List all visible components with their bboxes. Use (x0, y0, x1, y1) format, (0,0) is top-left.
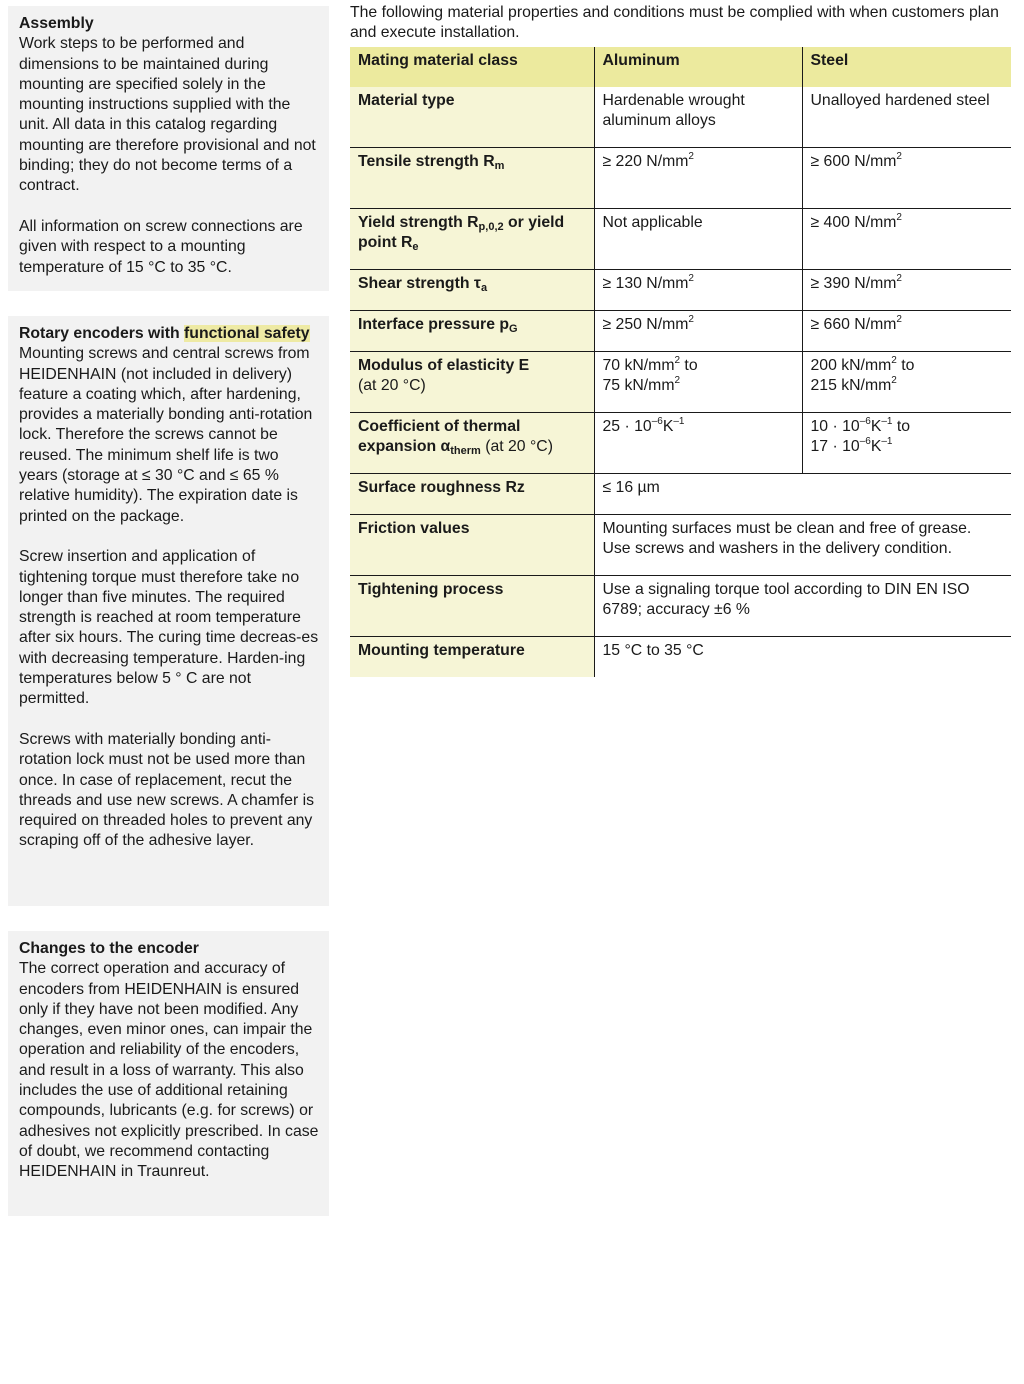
thermal-label-a: Coefficient of thermal (358, 418, 521, 435)
assembly-paragraph: Work steps to be performed and dimensions to be maintained during mounting are specified solely in the mounting instructions supplied with the unit. All data in this catalog regarding mounting are therefore provisional and not binding; they do not become terms of a contract. (19, 35, 316, 195)
thermal-steel-line1: 10 · 10 (810, 418, 860, 435)
table-row (350, 474, 1011, 515)
modulus-aluminum-line2-sup: 2 (674, 375, 681, 387)
table-row (350, 352, 1011, 413)
yield-aluminum: Not applicable (594, 209, 802, 270)
interface-label-text: Interface pressure p (358, 316, 510, 333)
shear-steel (802, 270, 1011, 311)
mounting-temperature-value: 15 °C to 35 °C (594, 637, 1011, 678)
yield-steel-value: ≥ 400 N/mm (810, 214, 897, 231)
tensile-aluminum-sup: 2 (688, 151, 694, 162)
table-row (350, 148, 1011, 209)
header-mating-material-class: Mating material class (350, 47, 594, 87)
header-steel: Steel (802, 47, 1011, 87)
modulus-steel-line2-sup: 2 (891, 375, 897, 387)
thermal-steel (802, 413, 1011, 474)
thermal-aluminum-exp: –6 (651, 416, 663, 427)
intro-text: The following material properties and conditions must be complied with when customers plan and execute installation. (350, 4, 999, 42)
thermal-aluminum-value: 25 · 10 (602, 418, 652, 435)
table-row (350, 576, 1011, 637)
shear-label-text: Shear strength (358, 275, 474, 292)
modulus-steel-line2: 215 kN/mm (810, 377, 892, 395)
table-row (350, 311, 1011, 352)
interface-aluminum-sup: 2 (688, 314, 694, 325)
assembly-box (8, 6, 329, 291)
yield-label-b: or yield point R (358, 214, 565, 252)
functional-safety-box (8, 316, 329, 906)
friction-label: Friction values (350, 515, 594, 576)
thermal-aluminum (594, 413, 802, 474)
tensile-aluminum (594, 148, 802, 209)
yield-steel-sup: 2 (896, 212, 902, 223)
mounting-temperature-label: Mounting temperature (350, 637, 594, 678)
header-aluminum: Aluminum (594, 47, 802, 87)
interface-aluminum (594, 311, 802, 352)
modulus-steel-line1-sup: 2 (891, 355, 897, 366)
thermal-steel-line2: 17 · 10 (810, 438, 860, 456)
shear-steel-sup: 2 (896, 273, 902, 284)
yield-label-a: Yield strength R (358, 214, 479, 231)
tensile-label-text: Tensile strength R (358, 153, 495, 170)
tensile-label (350, 148, 594, 209)
thermal-note: (at 20 °C) (480, 438, 553, 456)
functional-safety-title (19, 324, 321, 344)
tensile-steel (802, 148, 1011, 209)
modulus-aluminum-line1: 70 kN/mm (602, 357, 675, 374)
interface-aluminum-value: ≥ 250 N/mm (602, 316, 689, 333)
changes-title: Changes to the encoder (19, 940, 199, 957)
modulus-steel-line1-tail: to (896, 357, 915, 374)
roughness-label: Surface roughness Rz (350, 474, 594, 515)
functional-safety-title-prefix: Rotary encoders with (19, 325, 185, 342)
tensile-aluminum-value: ≥ 220 N/mm (602, 153, 689, 170)
functional-safety-paragraph: Screw insertion and application of tightening torque must therefore take no longer than five minutes. The required strength is reached at room temperature after six hours. The curing time decreas-es with decreasing temperature. Harden-ing temperatures below 5 ° C are not permitted. (19, 548, 319, 708)
thermal-steel-line1-tail: to (892, 418, 911, 435)
modulus-note: (at 20 °C) (358, 377, 426, 395)
shear-symbol: τ (473, 275, 481, 292)
material-type-label: Material type (350, 87, 594, 148)
interface-steel-value: ≥ 660 N/mm (810, 316, 897, 333)
roughness-value: ≤ 16 µm (594, 474, 1011, 515)
shear-aluminum-value: ≥ 130 N/mm (602, 275, 689, 292)
shear-sub: a (480, 282, 488, 294)
modulus-label (350, 352, 594, 413)
modulus-label-text: Modulus of elasticity E (358, 357, 530, 374)
shear-label (350, 270, 594, 311)
table-header-row (350, 47, 1011, 87)
tightening-value: Use a signaling torque tool according to DIN EN ISO 6789; accuracy ±6 % (594, 576, 1011, 637)
thermal-steel-line1-unit-exp: –1 (881, 416, 893, 427)
thermal-steel-line2-unit-exp: –1 (881, 436, 893, 448)
assembly-paragraph: All information on screw connections are given with respect to a mounting temperature of 15 °C to 35 °C. (19, 217, 303, 276)
table-row (350, 270, 1011, 311)
material-type-steel: Unalloyed hardened steel (802, 87, 1011, 148)
yield-steel (802, 209, 1011, 270)
modulus-aluminum (594, 352, 802, 413)
material-properties-table (350, 47, 1011, 677)
table-row (350, 413, 1011, 474)
thermal-sub: therm (450, 445, 481, 458)
functional-safety-highlight: functional safety (184, 325, 310, 342)
thermal-steel-line1-exp: –6 (859, 416, 871, 427)
yield-sub-b: e (412, 241, 419, 254)
yield-label (350, 209, 594, 270)
table-row (350, 637, 1011, 678)
thermal-label (350, 413, 594, 474)
table-row (350, 515, 1011, 576)
table-row (350, 209, 1011, 270)
thermal-steel-line1-unit: K (870, 418, 882, 435)
modulus-aluminum-line1-sup: 2 (674, 355, 681, 366)
tensile-steel-value: ≥ 600 N/mm (810, 153, 897, 170)
modulus-steel-line1: 200 kN/mm (810, 357, 892, 374)
shear-steel-value: ≥ 390 N/mm (810, 275, 897, 292)
thermal-label-b: expansion (358, 438, 441, 456)
changes-box (8, 931, 329, 1216)
material-type-aluminum: Hardenable wrought aluminum alloys (594, 87, 802, 148)
tensile-label-sub: m (494, 160, 505, 172)
thermal-symbol: α (440, 438, 451, 456)
changes-paragraph: The correct operation and accuracy of encoders from HEIDENHAIN is ensured only if they have not been modified. Any changes, even minor ones, can impair the operation and reliability of the encoders, and result in a loss of warranty. This also includes the use of additional retaining compounds, lubricants (e.g. for screws) or adhesives not explicitly prescribed. In case of doubt, we recommend contacting HEIDENHAIN in Traunreut. (19, 960, 319, 1181)
shear-aluminum-sup: 2 (688, 273, 694, 284)
thermal-aluminum-unit-exp: –1 (673, 416, 685, 427)
tightening-label: Tightening process (350, 576, 594, 637)
yield-sub-a: p,0,2 (478, 221, 504, 233)
functional-safety-paragraph: Mounting screws and central screws from HEIDENHAIN (not included in delivery) feature a coating which, after hardening, provides a materially bonding anti-rotation lock. Therefore the screws cannot be reused. The minimum shelf life is two years (storage at ≤ 30 °C and ≤ 65 % relative humidity). The expiration date is printed on the package. (19, 345, 313, 525)
modulus-steel (802, 352, 1011, 413)
interface-label (350, 311, 594, 352)
thermal-steel-line2-unit: K (870, 438, 882, 456)
thermal-aluminum-unit: K (662, 418, 674, 435)
friction-value: Mounting surfaces must be clean and free of grease. Use screws and washers in the delivery condition. (594, 515, 1011, 576)
tensile-steel-sup: 2 (896, 151, 902, 162)
interface-steel (802, 311, 1011, 352)
functional-safety-paragraph: Screws with materially bonding anti-rotation lock must not be used more than once. In case of replacement, recut the threads and use new screws. A chamfer is required on threaded holes to prevent any scraping off of the adhesive layer. (19, 730, 315, 850)
shear-aluminum (594, 270, 802, 311)
modulus-aluminum-line2: 75 kN/mm (602, 377, 675, 395)
assembly-title: Assembly (19, 15, 94, 32)
interface-sub: G (509, 323, 518, 335)
table-row (350, 87, 1011, 148)
interface-steel-sup: 2 (896, 314, 902, 325)
thermal-steel-line2-exp: –6 (859, 436, 871, 448)
modulus-aluminum-line1-tail: to (680, 357, 698, 374)
